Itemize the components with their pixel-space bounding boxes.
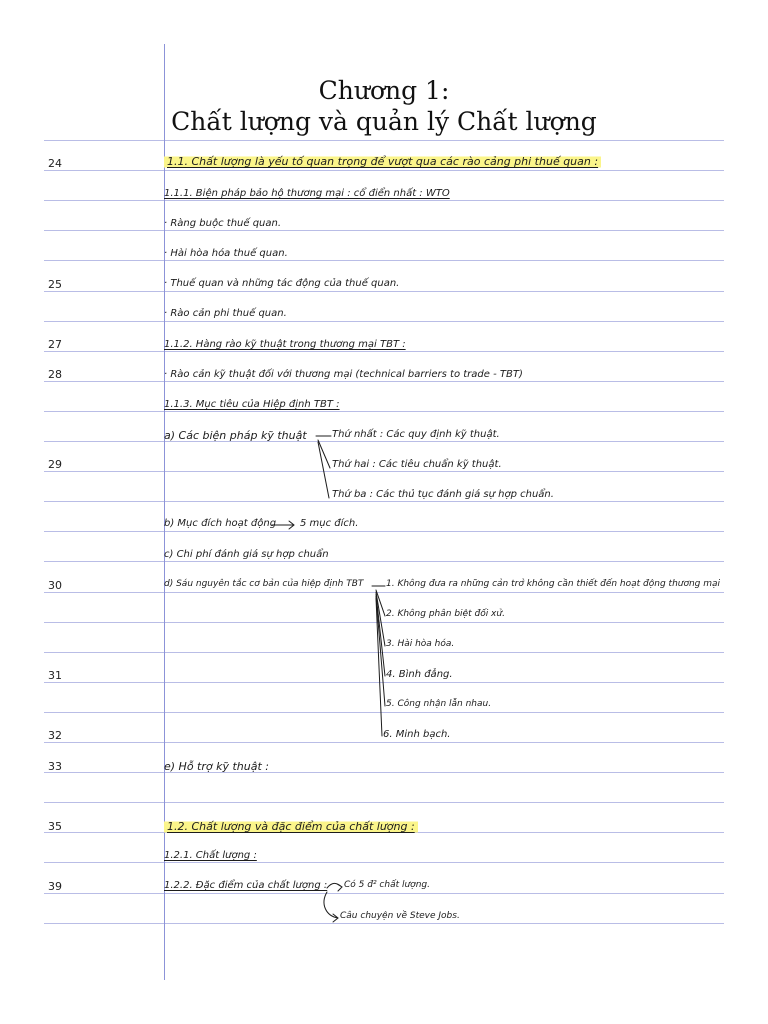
- item-b-value: 5 mục đích.: [300, 518, 359, 529]
- rule-line: [44, 561, 724, 562]
- bracket-connector: [376, 596, 385, 706]
- rule-line: [44, 501, 724, 502]
- subsection-heading-1-2-1: 1.2.1. Chất lượng :: [164, 850, 257, 861]
- page-number: 35: [48, 820, 62, 833]
- rule-line: [44, 200, 724, 201]
- page-number: 29: [48, 458, 62, 471]
- page-number: 27: [48, 338, 62, 351]
- rule-line: [44, 893, 724, 894]
- item-d-principle: 6. Minh bạch.: [383, 729, 451, 740]
- rule-line: [44, 923, 724, 924]
- rule-line: [44, 682, 724, 683]
- rule-line: [44, 802, 724, 803]
- bracket-connector: [318, 442, 329, 498]
- bracket-connector: [376, 598, 382, 736]
- section-heading-1-1: 1.1. Chất lượng là yếu tố quan trọng để vượt qua các rào cảng phi thuế quan :: [164, 155, 601, 168]
- page-number: 24: [48, 157, 62, 170]
- rule-line: [44, 862, 724, 863]
- item-d-label: d) Sáu nguyên tắc cơ bản của hiệp định TBT: [164, 579, 364, 589]
- item-b-label: b) Mục đích hoạt động: [164, 518, 277, 529]
- note-bullet: · Ràng buộc thuế quan.: [164, 218, 282, 229]
- bracket-connector: [376, 594, 385, 676]
- margin-line: [164, 44, 165, 980]
- section-heading-1-2: 1.2. Chất lượng và đặc điểm của chất lượng :: [164, 820, 418, 833]
- subsection-heading-1-1-1: 1.1.1. Biện pháp bảo hộ thương mại : cổ điển nhất : WTO: [164, 188, 450, 199]
- item-a-branch: Thứ hai : Các tiêu chuẩn kỹ thuật.: [332, 459, 502, 470]
- item-e-label: e) Hỗ trợ kỹ thuật :: [164, 760, 270, 773]
- rule-line: [44, 772, 724, 773]
- page-number: 25: [48, 278, 62, 291]
- rule-line: [44, 351, 724, 352]
- feature-branch: Có 5 đ² chất lượng.: [344, 880, 430, 890]
- page-number: 39: [48, 880, 62, 893]
- note-bullet: · Rào cản phi thuế quan.: [164, 308, 287, 319]
- item-d-principle: 3. Hài hòa hóa.: [386, 639, 455, 649]
- arrow-connector: [327, 883, 342, 891]
- page-number: 28: [48, 368, 62, 381]
- item-d-principle: 5. Công nhận lẫn nhau.: [386, 699, 492, 709]
- rule-line: [44, 592, 724, 593]
- note-bullet: · Thuế quan và những tác động của thuế quan.: [164, 278, 400, 289]
- item-d-principle: 2. Không phân biệt đối xử.: [386, 609, 505, 619]
- rule-line: [44, 170, 724, 171]
- rule-line: [44, 652, 724, 653]
- bracket-connector: [376, 592, 385, 646]
- item-d-principle: 4. Bình đẳng.: [386, 669, 453, 680]
- rule-line: [44, 471, 724, 472]
- chapter-number: Chương 1:: [318, 76, 450, 105]
- item-c-label: c) Chi phí đánh giá sự hợp chuẩn: [164, 549, 329, 560]
- rule-line: [44, 230, 724, 231]
- page-number: 30: [48, 579, 62, 592]
- subsection-heading-1-1-3: 1.1.3. Mục tiêu của Hiệp định TBT :: [164, 399, 340, 410]
- rule-line: [44, 321, 724, 322]
- subsection-heading-1-1-2: 1.1.2. Hàng rào kỹ thuật trong thương mại TBT :: [164, 339, 406, 350]
- rule-line: [44, 260, 724, 261]
- rule-line: [44, 291, 724, 292]
- page-number: 32: [48, 729, 62, 742]
- bracket-connector: [318, 440, 330, 468]
- note-bullet: · Hài hòa hóa thuế quan.: [164, 248, 288, 259]
- bracket-connector: [376, 590, 385, 616]
- feature-branch: Câu chuyện về Steve Jobs.: [340, 911, 460, 921]
- item-a-branch: Thứ ba : Các thủ tục đánh giá sự hợp chuẩn.: [332, 489, 554, 500]
- rule-line: [44, 441, 724, 442]
- arrow-connector: [324, 892, 338, 922]
- rule-line: [44, 622, 724, 623]
- item-a-label: a) Các biện pháp kỹ thuật: [164, 429, 307, 442]
- rule-line: [44, 712, 724, 713]
- subsection-heading-1-2-2: 1.2.2. Đặc điểm của chất lượng :: [164, 880, 328, 891]
- rule-line: [44, 531, 724, 532]
- rule-line: [44, 140, 724, 141]
- rule-line: [44, 742, 724, 743]
- item-d-principle: 1. Không đưa ra những cản trở không cần thiết đến hoạt động thương mại: [386, 579, 721, 589]
- page-number: 31: [48, 669, 62, 682]
- rule-line: [44, 411, 724, 412]
- item-a-branch: Thứ nhất : Các quy định kỹ thuật.: [332, 429, 500, 440]
- page-number: 33: [48, 760, 62, 773]
- chapter-title: Chất lượng và quản lý Chất lượng: [171, 107, 597, 136]
- rule-line: [44, 381, 724, 382]
- note-bullet: · Rào cản kỹ thuật đối với thương mại (technical barriers to trade - TBT): [164, 369, 523, 380]
